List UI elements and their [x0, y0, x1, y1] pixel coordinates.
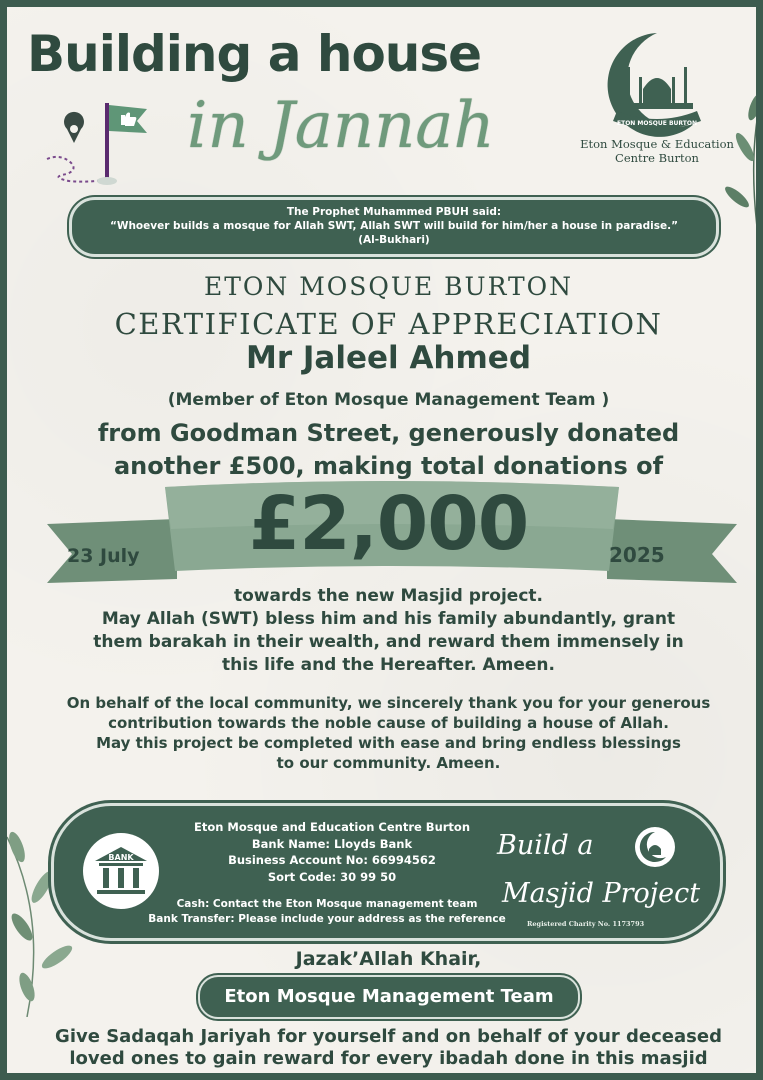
donor-role: (Member of Eton Mosque Management Team )	[167, 390, 610, 410]
bank-icon	[91, 841, 151, 901]
donor-name: Mr Jaleel Ahmed	[245, 340, 532, 376]
flag-icon	[39, 99, 159, 189]
quote-line1: The Prophet Muhammed PBUH said:	[286, 206, 502, 218]
bank-cash-note: Cash: Contact the Eton Mosque management team	[176, 898, 478, 910]
bank-sort-code: Sort Code: 30 99 50	[267, 869, 397, 884]
blessing-message	[7, 585, 763, 677]
certificate-title: CERTIFICATE OF APPRECIATION	[114, 307, 663, 341]
charity-number: Registered Charity No. 1173793	[527, 920, 645, 928]
message-line1: towards the new Masjid project.	[233, 586, 543, 606]
project-line1: Build a	[497, 830, 594, 861]
sadaqah-line1: Give Sadaqah Jariyah for yourself and on behalf of your deceased	[55, 1026, 722, 1047]
bank-icon-label: BANK	[108, 853, 134, 862]
bank-transfer-note: Bank Transfer: Please include your address as the reference	[148, 913, 506, 925]
mini-mosque-logo-icon	[635, 827, 675, 867]
quote-line3: (Al-Bukhari)	[358, 234, 430, 246]
title-line1: Building a house	[27, 25, 482, 83]
message-line4: this life and the Hereafter. Ameen.	[222, 655, 555, 675]
bank-org: Eton Mosque and Education Centre Burton	[193, 820, 471, 834]
thanks-line1: On behalf of the local community, we sincerely thank you for your generous	[66, 694, 711, 712]
sadaqah-message	[7, 1026, 763, 1070]
date-day-month: 23 July	[67, 545, 140, 567]
donation-line1: from Goodman Street, generously donated	[97, 419, 680, 447]
project-line2: Masjid Project	[502, 878, 701, 909]
hadith-quote-box	[69, 197, 719, 257]
sadaqah-line2: loved ones to gain reward for every ibadah done in this masjid	[69, 1048, 708, 1069]
bank-account-number: Business Account No: 66994562	[228, 853, 436, 867]
build-masjid-project	[497, 822, 707, 918]
quote-line2: “Whoever builds a mosque for Allah SWT, Allah SWT will build for him/her a house in paradise.”	[109, 220, 679, 232]
donation-line2: another £500, making total donations of	[113, 452, 664, 480]
donation-text	[7, 417, 763, 483]
jazakallah-text: Jazak’Allah Khair,	[295, 948, 482, 970]
logo-org-line1: Eton Mosque & Education	[580, 137, 734, 151]
thanks-line3: May this project be completed with ease and bring endless blessings	[96, 734, 681, 752]
date-year: 2025	[609, 543, 665, 567]
mosque-logo-icon	[597, 27, 717, 142]
management-team-badge: Eton Mosque Management Team	[198, 975, 580, 1019]
logo-org-line2: Centre Burton	[615, 151, 699, 165]
donation-amount: £2,000	[248, 481, 529, 567]
logo-ring-text: ETON MOSQUE BURTON	[617, 120, 697, 127]
thanks-line4: to our community. Ameen.	[276, 754, 501, 772]
bank-notes	[137, 897, 517, 927]
thanks-line2: contribution towards the noble cause of building a house of Allah.	[108, 714, 669, 732]
message-line3: them barakah in their wealth, and reward them immensely in	[93, 632, 684, 652]
title-line2: in Jannah	[187, 89, 495, 163]
thanks-message	[7, 693, 763, 773]
message-line2: May Allah (SWT) bless him and his family abundantly, grant	[101, 609, 676, 629]
bank-account-details	[167, 819, 497, 885]
bank-name: Bank Name: Lloyds Bank	[251, 836, 413, 851]
certificate-org: ETON MOSQUE BURTON	[203, 272, 574, 301]
